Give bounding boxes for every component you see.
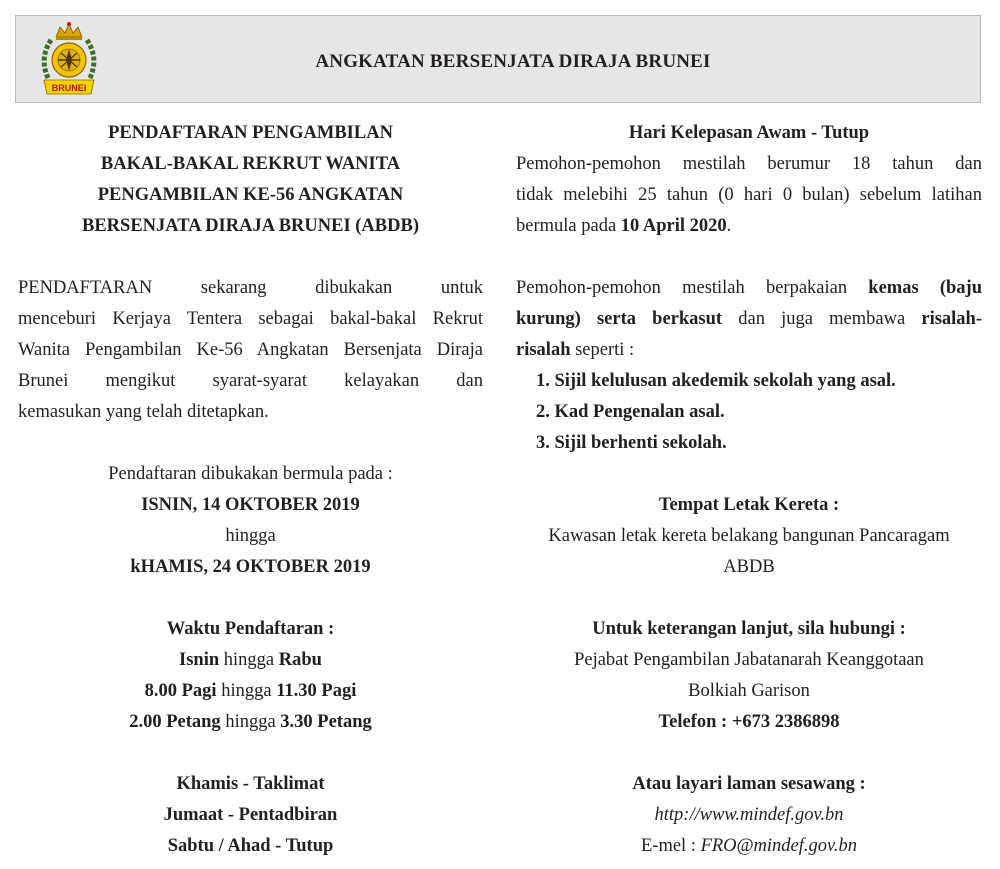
- heading-line: PENDAFTARAN PENGAMBILAN: [108, 123, 393, 143]
- contact-phone: Telefon : +673 2386898: [658, 712, 840, 732]
- holiday-notice: Hari Kelepasan Awam - Tutup: [628, 123, 870, 143]
- weekly-schedule: [18, 769, 483, 862]
- hours-label: Waktu Pendaftaran :: [166, 619, 335, 639]
- intro-paragraph: [18, 273, 483, 428]
- attire-requirement: Pemohon-pemohon mestilah berpakaian kemas (baju kurung) serta berkasut dan juga membawa risalah- risalah seperti :: [516, 278, 982, 360]
- header-banner: [15, 15, 981, 103]
- web-label: Atau layari laman sesawang :: [632, 774, 866, 794]
- left-column: [18, 118, 483, 862]
- documents-list: [516, 366, 982, 459]
- intro-line: kemasukan yang telah ditetapkan.: [18, 402, 269, 422]
- parking-info: Tempat Letak Kereta : Kawasan letak kereta belakang bangunan Pancaragam ABDB: [516, 490, 982, 583]
- intro-line: PENDAFTARAN sekarang dibukakan untuk: [18, 278, 483, 298]
- registration-hours: [18, 614, 483, 738]
- intro-line: Wanita Pengambilan Ke-56 Angkatan Bersenjata Diraja: [18, 340, 483, 360]
- email-line: E-mel : FRO@mindef.gov.bn: [640, 836, 857, 856]
- hours-days: Isnin hingga Rabu: [179, 650, 322, 670]
- registration-dates: [18, 459, 483, 583]
- contact-label: Untuk keterangan lanjut, sila hubungi :: [592, 619, 906, 639]
- intro-line: Brunei mengikut syarat-syarat kelayakan dan: [18, 371, 483, 391]
- email-link[interactable]: FRO@mindef.gov.bn: [700, 836, 857, 856]
- page-title: ANGKATAN BERSENJATA DIRAJA BRUNEI: [315, 51, 711, 72]
- heading-line: BERSENJATA DIRAJA BRUNEI (ABDB): [82, 216, 419, 236]
- website-link[interactable]: http://www.mindef.gov.bn: [654, 805, 844, 825]
- registration-end: kHAMIS, 24 OKTOBER 2019: [130, 557, 371, 577]
- age-requirement: Pemohon-pemohon mestilah berumur 18 tahun dan tidak melebihi 25 tahun (0 hari 0 bulan) sebelum latihan bermula pada 10 April 2020.: [516, 154, 982, 236]
- hours-morning: 8.00 Pagi hingga 11.30 Pagi: [144, 681, 357, 701]
- list-item: 1. Sijil kelulusan akedemik sekolah yang asal.: [536, 371, 896, 391]
- registration-until: hingga: [225, 526, 276, 546]
- heading-line: PENGAMBILAN KE-56 ANGKATAN: [97, 185, 404, 205]
- registration-start: ISNIN, 14 OKTOBER 2019: [141, 495, 360, 515]
- web-info: [516, 769, 982, 862]
- hours-afternoon: 2.00 Petang hingga 3.30 Petang: [129, 712, 372, 732]
- training-start-date: 10 April 2020: [620, 216, 727, 236]
- announcement-heading: [18, 118, 483, 242]
- schedule-item: Jumaat - Pentadbiran: [163, 805, 338, 825]
- list-item: 3. Sijil berhenti sekolah.: [536, 433, 727, 453]
- schedule-item: Khamis - Taklimat: [176, 774, 325, 794]
- contact-info: Untuk keterangan lanjut, sila hubungi : Pejabat Pengambilan Jabatanarah Keanggotaan Bolkiah Garison Telefon : +673 2386898: [516, 614, 982, 738]
- schedule-item: Sabtu / Ahad - Tutup: [167, 836, 334, 856]
- right-column: [516, 118, 982, 862]
- heading-line: BAKAL-BAKAL REKRUT WANITA: [100, 154, 401, 174]
- list-item: 2. Kad Pengenalan asal.: [536, 402, 725, 422]
- parking-label: Tempat Letak Kereta :: [658, 495, 840, 515]
- registration-label: Pendaftaran dibukakan bermula pada :: [108, 464, 393, 484]
- intro-line: menceburi Kerjaya Tentera sebagai bakal-bakal Rekrut: [18, 309, 483, 329]
- crest-scroll-text: BRUNEI: [51, 83, 87, 93]
